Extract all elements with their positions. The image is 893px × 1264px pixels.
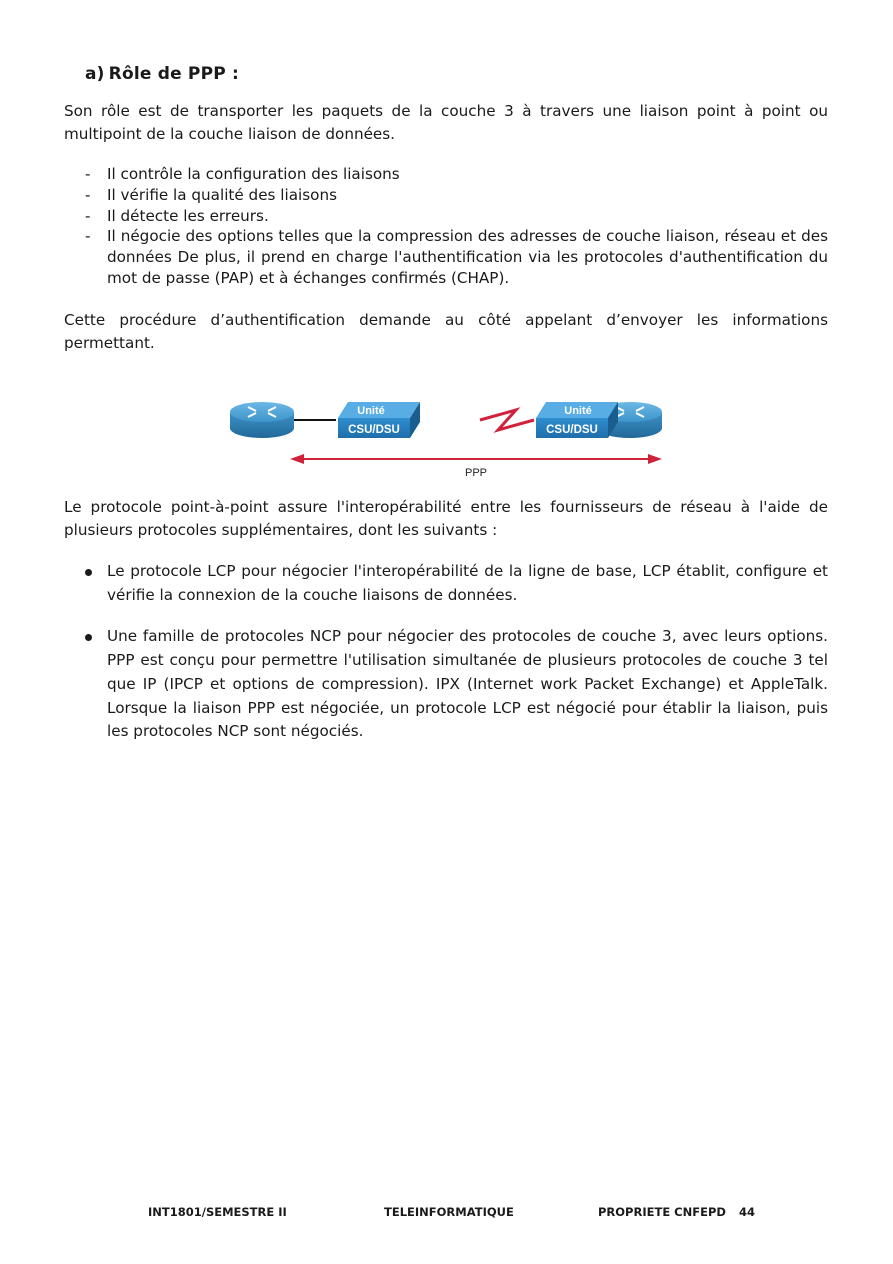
auth-paragraph: Cette procédure d’authentification demande au côté appelant d’envoyer les informations permettant. bbox=[64, 311, 828, 352]
page-footer bbox=[0, 1205, 893, 1221]
list-item: - Il vérifie la qualité des liaisons bbox=[85, 185, 337, 204]
intro-paragraph: Son rôle est de transporter les paquets de la couche 3 à travers une liaison point à point ou multipoint de la couche liaison de données. bbox=[64, 102, 828, 143]
dash-marker: - bbox=[85, 227, 91, 246]
ppp-label: PPP bbox=[464, 467, 488, 479]
protocols-paragraph: Le protocole point-à-point assure l'interopérabilité entre les fournisseurs de réseau à l'aide de plusieurs protocoles supplémentaires, dont les suivants : bbox=[64, 498, 828, 539]
dash-marker: - bbox=[85, 185, 91, 204]
csu-label-top: Unité bbox=[564, 405, 592, 417]
bullet-icon bbox=[85, 634, 92, 641]
ppp-diagram bbox=[226, 396, 666, 480]
csu-dsu-unit bbox=[338, 402, 420, 438]
list-item: - Il contrôle la configuration des liaisons bbox=[85, 165, 400, 183]
footer-owner: PROPRIETE CNFEPD bbox=[598, 1205, 726, 1219]
functions-list bbox=[64, 164, 828, 289]
list-item: - Il négocie des options telles que la compression des adresses de couche liaison, réseau et des données De plus, il prend en charge l'authentification via les protocoles d'authentification du mot de passe (PAP) et à échanges confirmés (CHAP). bbox=[85, 227, 828, 287]
page-number: 44 bbox=[739, 1205, 756, 1219]
footer-subject: TELEINFORMATIQUE bbox=[384, 1205, 514, 1219]
protocols-list bbox=[64, 560, 828, 744]
serial-link bbox=[480, 410, 534, 430]
bullet-icon bbox=[85, 569, 92, 576]
router-icon bbox=[230, 402, 294, 438]
csu-label-top: Unité bbox=[357, 405, 385, 417]
footer-course: INT1801/SEMESTRE II bbox=[148, 1205, 287, 1219]
list-item: Le protocole LCP pour négocier l'interopérabilité de la ligne de base, LCP établit, configure et vérifie la connexion de la couche liaisons de données. bbox=[64, 560, 828, 607]
section-heading bbox=[85, 64, 239, 84]
heading-marker: a) bbox=[85, 64, 105, 84]
ppp-arrow bbox=[290, 454, 662, 464]
csu-label-bottom: CSU/DSU bbox=[546, 424, 598, 436]
dash-marker: - bbox=[85, 165, 91, 183]
dash-marker: - bbox=[85, 206, 91, 225]
csu-label-bottom: CSU/DSU bbox=[348, 424, 400, 436]
csu-dsu-unit bbox=[536, 402, 618, 438]
heading-text: Rôle de PPP : bbox=[108, 64, 240, 84]
list-item: Une famille de protocoles NCP pour négocier des protocoles de couche 3, avec leurs options. PPP est conçu pour permettre l'utilisation simultanée de plusieurs protocoles de couche 3 tel que IP (IPCP et options de compression). IPX (Internet work Packet Exchange) et AppleTalk. Lorsque la liaison PPP est négociée, un protocole LCP est négocié pour établir la liaison, puis les protocoles NCP sont négociés. bbox=[64, 625, 828, 744]
list-item: - Il détecte les erreurs. bbox=[85, 206, 269, 225]
